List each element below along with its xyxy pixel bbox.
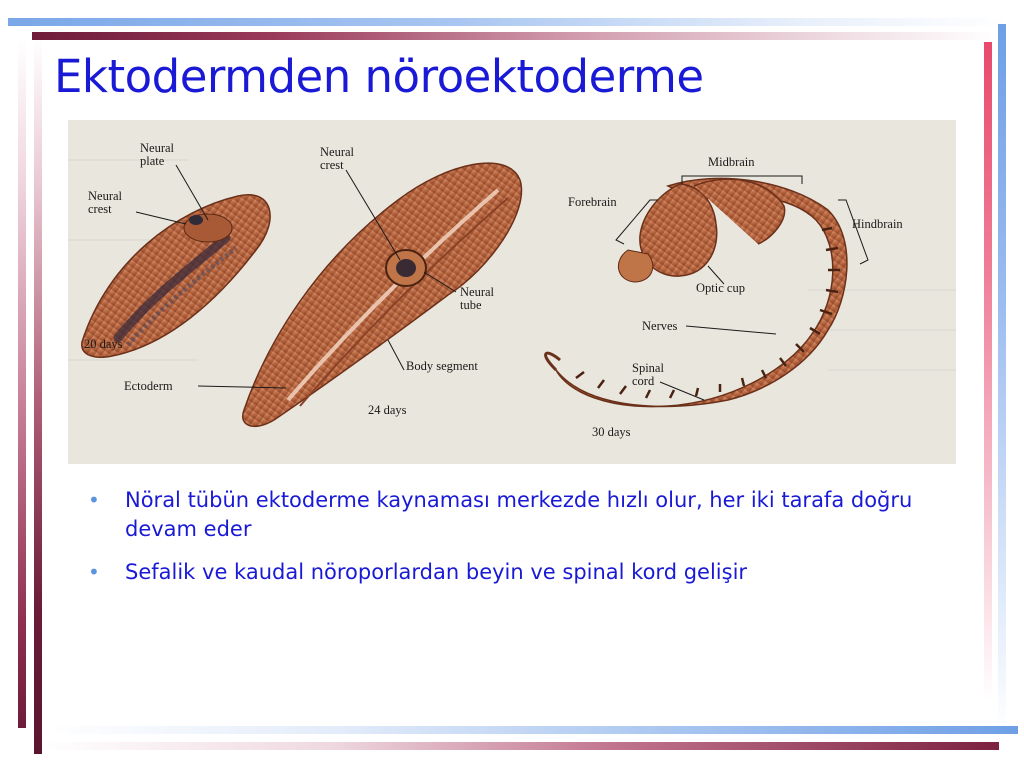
label-24-days: 24 days (368, 403, 407, 417)
embryo-20-days (82, 195, 270, 357)
label-neural-tube-2: tube (460, 298, 482, 312)
label-forebrain: Forebrain (568, 195, 617, 209)
frame-bar-bottom-blue (44, 726, 1018, 734)
label-neural-crest-left-2: crest (88, 202, 112, 216)
frame-bar-top-red (32, 32, 998, 40)
label-midbrain: Midbrain (708, 155, 755, 169)
label-neural-crest-left-1: Neural (88, 189, 123, 203)
bullet-list (88, 486, 988, 601)
label-hindbrain: Hindbrain (852, 217, 903, 231)
label-30-days: 30 days (592, 425, 631, 439)
label-body-segment: Body segment (406, 359, 478, 373)
frame-bar-right-blue (998, 24, 1006, 732)
bullet-marker-icon: • (88, 560, 100, 584)
bullet-marker-icon: • (88, 488, 100, 512)
label-optic-cup: Optic cup (696, 281, 745, 295)
label-20-days: 20 days (84, 337, 123, 351)
frame-bar-top-blue (8, 18, 1008, 26)
bullet-text: Sefalik ve kaudal nöroporlardan beyin ve spinal kord gelişir (125, 560, 748, 584)
label-spinal-cord-1: Spinal (632, 361, 664, 375)
bullet-item (88, 558, 988, 587)
frame-bar-left-dark (34, 40, 42, 754)
label-neural-plate-1: Neural (140, 141, 175, 155)
label-neural-crest-mid-2: crest (320, 158, 344, 172)
frame-bar-right-red (984, 42, 992, 702)
label-nerves: Nerves (642, 319, 678, 333)
label-spinal-cord-2: cord (632, 374, 655, 388)
frame-bar-left-red (18, 40, 26, 728)
frame-bar-bottom-red (44, 742, 999, 750)
label-neural-crest-mid-1: Neural (320, 145, 355, 159)
bullet-item (88, 486, 988, 544)
label-neural-plate-2: plate (140, 154, 165, 168)
slide-title: Ektodermden nöroektoderme (54, 50, 704, 103)
label-neural-tube-1: Neural (460, 285, 495, 299)
bullet-text: Nöral tübün ektoderme kaynaması merkezde hızlı olur, her iki tarafa doğru devam eder (125, 488, 913, 541)
label-ectoderm: Ectoderm (124, 379, 173, 393)
embryo-diagram (68, 120, 956, 464)
